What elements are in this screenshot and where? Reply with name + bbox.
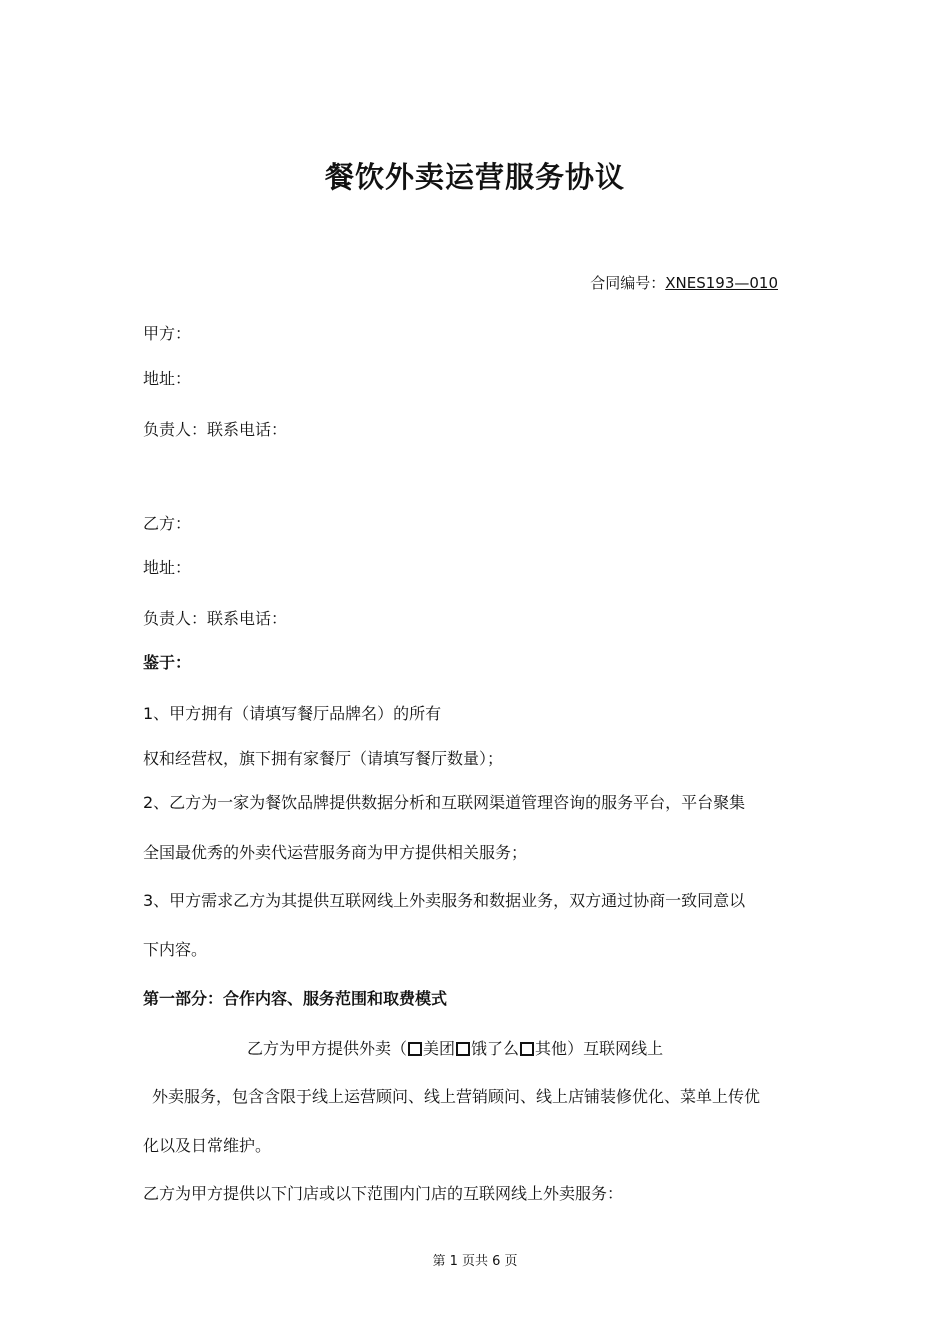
party-a-address: 地址： (143, 369, 192, 388)
service-platforms-line (247, 1036, 663, 1059)
party-a-name: 甲方： (143, 324, 192, 343)
eleme-checkbox[interactable] (456, 1042, 470, 1056)
party-b-contact: 负责人：联系电话： (143, 609, 288, 628)
recital-1-line-1: 1、甲方拥有（请填写餐厅品牌名）的所有 (143, 704, 442, 723)
meituan-checkbox[interactable] (408, 1042, 422, 1056)
recital-2-line-2: 全国最优秀的外卖代运营服务商为甲方提供相关服务； (143, 843, 528, 862)
service-scope-line-2: 外卖服务，包含含限于线上运营顾问、线上营销顾问、线上店铺装修优化、菜单上传优 (152, 1087, 761, 1106)
other-label: 其他 (535, 1039, 568, 1058)
recital-2-line-1: 2、乙方为一家为餐饮品牌提供数据分析和互联网渠道管理咨询的服务平台，平台聚集 (143, 793, 746, 812)
document-title: 餐饮外卖运营服务协议 (324, 160, 625, 194)
contract-number (590, 272, 778, 293)
contract-number-label: 合同编号： (590, 274, 666, 292)
party-a-contact: 负责人：联系电话： (143, 420, 288, 439)
recital-3-line-1: 3、甲方需求乙方为其提供互联网线上外卖服务和数据业务，双方通过协商一致同意以 (143, 891, 746, 910)
recitals-heading: 鉴于： (143, 653, 192, 672)
stores-line: 乙方为甲方提供以下门店或以下范围内门店的互联网线上外卖服务： (143, 1184, 624, 1203)
party-b-name: 乙方： (143, 514, 192, 533)
part-one-heading: 第一部分：合作内容、服务范围和取费模式 (143, 989, 448, 1008)
party-b-address: 地址： (143, 558, 192, 577)
eleme-label: 饿了么 (471, 1039, 520, 1058)
other-checkbox[interactable] (520, 1042, 534, 1056)
recital-1-line-2: 权和经营权，旗下拥有家餐厅（请填写餐厅数量）； (143, 749, 504, 768)
contract-number-value: XNES193—010 (665, 274, 778, 292)
page-footer: 第 1 页共 6 页 (432, 1254, 518, 1269)
service-prefix: 乙方为甲方提供外卖（ (247, 1039, 408, 1058)
meituan-label: 美团 (423, 1039, 456, 1058)
service-suffix: ）互联网线上 (567, 1039, 664, 1058)
recital-3-line-2: 下内容。 (143, 940, 208, 959)
service-scope-line-3: 化以及日常维护。 (143, 1136, 272, 1155)
